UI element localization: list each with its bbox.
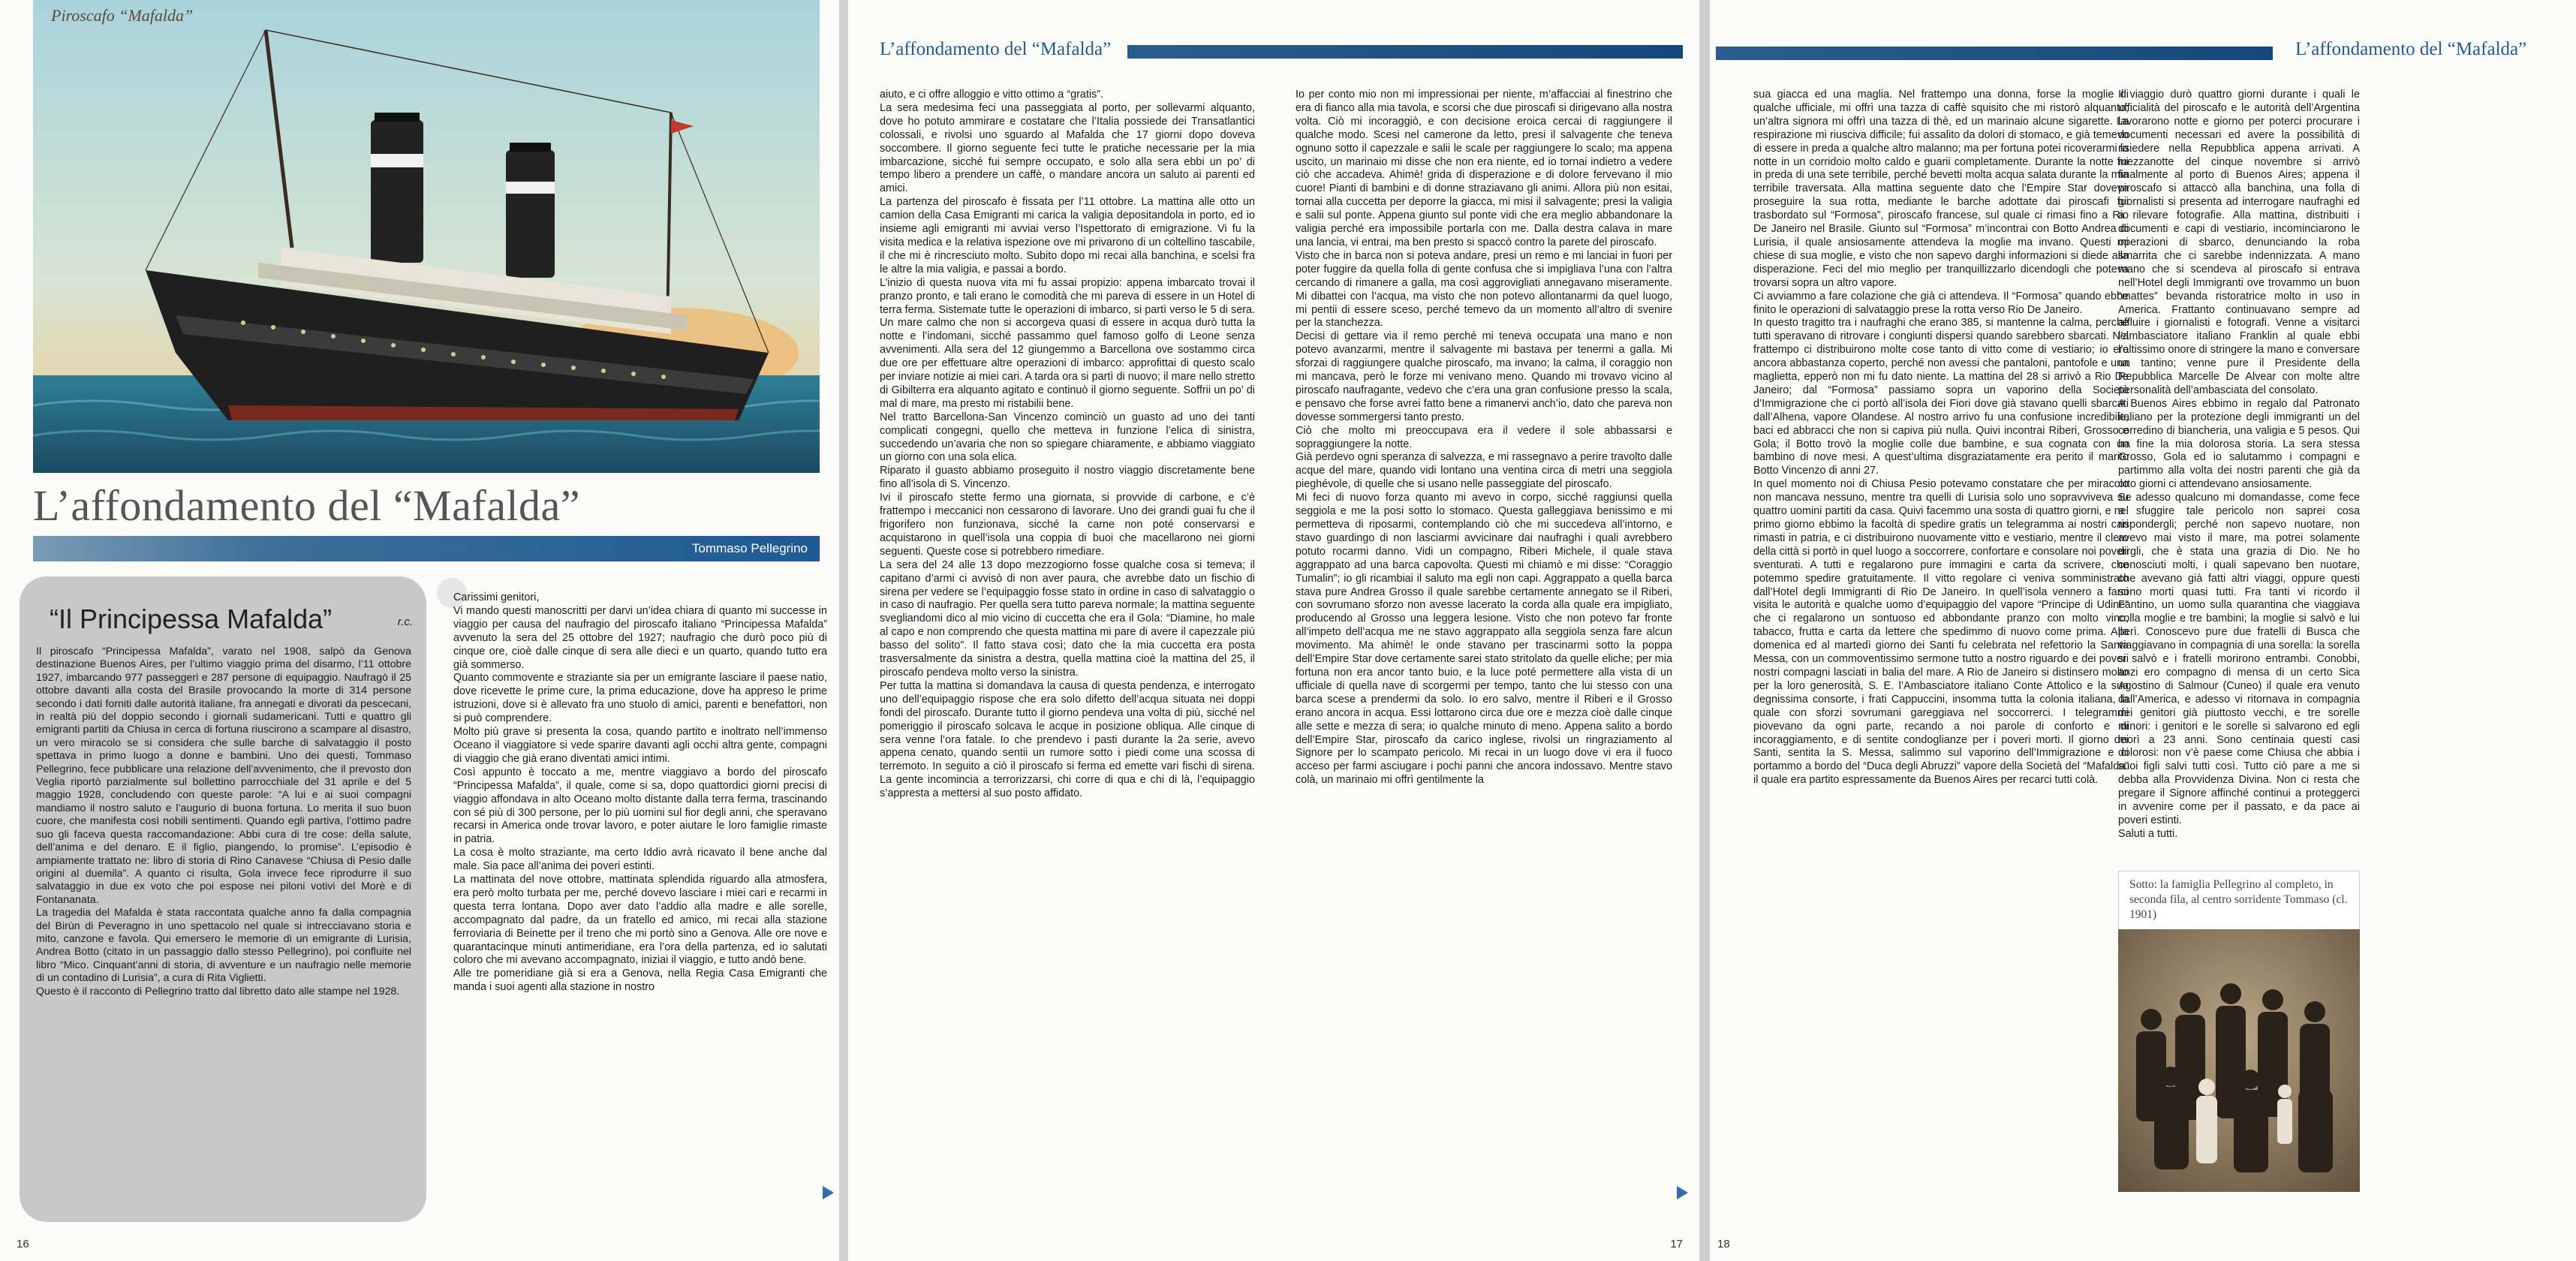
spread-gutter (839, 0, 848, 1261)
paragraph: La tragedia del Mafalda è stata raccontata qualche anno fa dalla compagnia del Birùn di Peveragno in uno spettacolo nel quale si intrecciavano storia e mito, canzone e favola. Qui emersero le memorie di un emigrante di Lurisia, Andrea Botto (citato in un passaggio dallo stesso Pellegrino), poi confluite nel libro “Mico. Cinquant’anni di storia, di avventure e un naufragio nelle memorie di un contadino di Lurisia”, a cura di Rita Viglietti. (36, 907, 411, 985)
paragraph: Il piroscafo “Principessa Mafalda”, varato nel 1908, salpò da Genova destinazione Buenos Aires, per l’ultimo viaggio prima del disarmo, l’11 ottobre 1927, imbarcando 977 passeggeri e 287 persone di equipaggio. Naufragò il 25 ottobre davanti alla costa del Brasile provocando la morte di 314 persone secondo i dati forniti dalle autorità italiane, fra annegati e divorati da pescecani, in realtà più del doppio secondo i giornali sudamericani. Tutti e quattro gli emigranti partiti da Chiusa in cerca di fortuna riuscirono a scampare al disastro, un vero miracolo se si considera che sulle barche di salvataggio il posto spettava in primo luogo a donne e bambini. Uno dei questi, Tommaso Pellegrino, fece pubblicare una relazione dell’avvenimento, che il prevosto don Veglia riportò parzialmente sul bollettino parrocchiale del 31 aprile e del 5 maggio 1928, concludendo con queste parole: “A lui e ai suoi compagni mandiamo il nostro saluto e l’augurio di buona fortuna. Lo merita il suo buon cuore, che manifesta così nobili sentimenti. Quando egli partiva, l’ottimo padre suo gli faceva questa raccomandazione: Abbi cura di tre cose: della salute, dell’anima e del denaro. E il figlio, piangendo, lo promise”. L’episodio è ampiamente trattato ne: libro di storia di Rino Canavese “Chiusa di Pesio dalle origini al duemila”. A quanto ci risulta, Gola invece fece riprodurre il suo salvataggio in due ex voto che poi espose nei piloni votivi del Morè e di Fontananata. (36, 646, 411, 906)
sidebar-signature: r.c. (397, 615, 413, 628)
photo-caption: Piroscafo “Mafalda” (51, 6, 194, 25)
paragraph: Ci avviammo a fare colazione che già ci attendeva. Il “Formosa” quando ebbe finito le operazioni di salvataggio prese la rotta verso Rio De Janeiro. (1753, 290, 2129, 316)
page-17 (848, 0, 1699, 1261)
column-2 (2118, 89, 2360, 854)
paragraph: Visto che in barca non si poteva andare, presi un remo e mi lanciai in fuori per poter fuggire da quella folla di gente confusa che si impigliava l’una con l’altra cercando di rimanere a galla, ma così aggrovigliati annegavano miseramente. Mi dibattei con l’acqua, ma visto che non potevo allontanarmi da quel luogo, mi pentii di essere sceso, perché temevo da un momento all’altro di svenire per la stanchezza. (1296, 249, 1672, 330)
paragraph: Questo è il racconto di Pellegrino tratto dal libretto dato alle stampe nel 1928. (36, 985, 400, 998)
header-bar (1127, 45, 1683, 59)
author-bar (33, 536, 820, 561)
paragraph: Nel tratto Barcellona-San Vincenzo cominciò un guasto ad uno dei tanti complicati congegni, quello che metteva in funzione l’elica di sinistra, succedendo un’avaria che non so spiegare chiaramente, e abbiamo viaggiato un giorno con una sola elica. (880, 411, 1255, 464)
paragraph: Alle tre pomeridiane già si era a Genova, nella Regia Casa Emigranti che manda i suoi agenti alla stazione in nostro (453, 968, 827, 994)
family-photo (2118, 929, 2360, 1192)
paragraph: Quanto commovente e straziante sia per un emigrante lasciare il paese natio, dove ricevette le prime cure, la prima educazione, dove ha appreso le prime istruzioni, dove si è allevato fra uno stuolo di amici, parenti e benefattori, non si può comprendere. (453, 672, 827, 725)
paragraph: aiuto, e ci offre alloggio e vitto ottimo a “gratis”. (880, 89, 1104, 101)
column-2 (1296, 89, 1672, 1207)
paragraph: Saluti a tutti. (2118, 827, 2178, 840)
paragraph: Io per conto mio non mi impressionai per niente, m’affacciai al finestrino che era di fianco alla mia tavola, e scorsi che due piroscafi si dirigevano alla nostra volta. Ciò mi incoraggiò, e con decisione eroica cercai di raggiungere il qualche modo. Scesi nel camerone da letto, presi il salvagente che teneva ognuno sotto il capezzale e salii le scale per raggiungere lo scalo; ma appena uscito, un marinaio mi disse che non era niente, ed io tornai indietro a vedere ciò che accadeva. Ahimè! grida di disperazione e di dolore fervevano il mio cuore! Pianti di bambini e di donne straziavano gli animi. Allora più non esitai, tornai alla cuccetta per deporre la giacca, mi misi il salvagente; presi la valigia e salii sul ponte. Appena giunto sul ponte vidi che era meglio abbandonare la valigia perché era impossibile portarla con me. Dalla destra calava in mare una lancia, vi entrai, ma ben presto si spaccò contro la parete del piroscafo. (1296, 89, 1672, 248)
running-header: L’affondamento del “Mafalda” (2295, 39, 2527, 59)
sidebar-box (20, 576, 426, 1222)
page-number: 16 (17, 1238, 29, 1250)
paragraph: Il viaggio durò quattro giorni durante i quali le ufficialità del piroscafo e le autorità dell’Argentina lavorarono notte e giorno per poterci procurare i documenti necessari ed avere la possibilità di risiedere nella Repubblica appena arrivati. A mezzanotte del cinque novembre si arrivò finalmente al porto di Buenos Aires; appena il piroscafo si attaccò alla banchina, una folla di giornalisti si presenta ad interrogare naufraghi ed a rilevare fotografie. Alla mattina, distribuiti i documenti e capi di vestiario, incominciarono le operazioni di sbarco, denunciando la roba smarrita che ci sarebbe indennizzata. A mano mano che si scendeva al piroscafo si entrava nell’Hotel degli Immigranti ove trovammo un buon “mattes” bevanda ristoratrice molto in uso in America. Frattanto continuavano sempre ad affluire i giornalisti e fotografi. Venne a visitarci l’ambasciatore italiano Franklin al quale ebbi l’altissimo onore di stringere la mano e conversare un tantino; venne pure il Presidente della Repubblica Marcelle De Alvear con molte altre personalità dell’ambasciata del consolato. (2118, 89, 2360, 396)
sidebar-text (36, 646, 411, 1216)
paragraph: La cosa è molto straziante, ma certo Iddio avrà ricavato il bene anche dal male. Sia pace all’anima dei poveri estinti. (453, 847, 827, 873)
sidebar-title: “Il Principessa Mafalda” (50, 603, 333, 634)
page-16 (0, 0, 839, 1261)
paragraph: Già perdevo ogni speranza di salvezza, e mi rassegnavo a perire travolto dalle acque del mare, quando vidi lontano una ventina circa di metri una seggiola pieghévole, di quelle che si usano nelle passeggiate del piroscafo. (1296, 451, 1672, 491)
column-1 (1753, 89, 2129, 1207)
paragraph: La partenza del piroscafo è fissata per l’11 ottobre. La mattina alle otto un camion della Casa Emigranti mi carica la valigia depositandola in porto, ed io insieme agli emigranti mi avviai verso l’Ispettorato di emigrazione. Vi fu la visita medica e la relativa ispezione ove mi privarono di un coltellino tascabile, il che mi è rincresciuto molto. Subito dopo mi recai alla banchina, e scelsi fra le altre la mia valigia, e passai a bordo. (880, 196, 1255, 275)
continue-arrow-icon (1677, 1186, 1688, 1199)
paragraph: Carissimi genitori, (453, 591, 540, 603)
paragraph: Vi mando questi manoscritti per darvi un’idea chiara di quanto mi successe in viaggio per causa del naufragio del piroscafo italiano “Principessa Mafalda” avvenuto la sera del 25 ottobre del 1927; naufragio che durò poco più di cinque ore, cioè dalle cinque di sera alle dieci e un quarto, quando tutto era già sommerso. (453, 604, 827, 671)
paragraph: Decisi di gettare via il remo perché mi teneva occupata una mano e non potevo avanzarmi, mentre il salvagente mi bastava per tenermi a galla. Mi sforzai di raggiungere qualche piroscafo, ma invano; la calma, il coraggio non mi mancava, però le forze mi venivano meno. Quando mi trovavo vicino al piroscafo naufragante, vedevo che c’era una gran confusione presso la scala, e pensavo che forse avrei fatto bene a rimanervi anch’io, dato che pareva non dovesse sommergersi tanto presto. (1296, 330, 1672, 423)
continue-arrow-icon (823, 1186, 834, 1199)
paragraph: Ivi il piroscafo stette fermo una giornata, si provvide di carbone, e c’è frattempo i meccanici non cessarono di lavorare. Uno dei grandi guai fu che il frigorifero non funzionava, sicché la carne non poté conservarsi e acquistarono in quell’isola una coppia di buoi che macellarono nei giorni seguenti. Queste cose si potrebbero rimediare. (880, 492, 1255, 558)
paragraph: In questo tragitto tra i naufraghi che erano 385, si mantenne la calma, perché tutti speravano di ritrovare i congiunti dispersi quando sarebbero sbarcati. Nel frattempo ci distribuirono molte cose tanto di vitto come di vestiario; io ero ancora abbastanza coperto, perché non avessi che pantaloni, pantofole e una maglietta, epperò non mi fu dato niente. La mattina del 28 si arrivò a Rio De Janeiro; dal “Formosa” passiamo sopra un vaporino della Società d’Immigrazione che ci portò all’isola dei Fiori dove già stavano quelli sbarcati dall’Alhena, vapore Olandese. Al nostro arrivo fu una confusione incredibile, baci ed abbracci che non si capiva più nulla. Quivi incontrai Riberi, Grosso e Gola; il Botto trovò la moglie colle due bambine, e sua cognata con un bambino di nove mesi. A quest’ultima disgraziatamente era perito il marito Botto Vincenzo di anni 27. (1753, 317, 2129, 477)
page-number: 18 (1717, 1238, 1730, 1250)
paragraph: Ciò che molto mi preoccupava era il vedere il sole abbassarsi e sopraggiungere la notte. (1296, 424, 1672, 450)
paragraph: Molto più grave si presenta la cosa, quando partito e inoltrato nell’immenso Oceano il viaggiatore si vede sparire davanti agli occhi altra gente, compagni di viaggio che già erano diventati amici intimi. (453, 726, 827, 765)
paragraph: Riparato il guasto abbiamo proseguito il nostro viaggio discretamente bene fino all’isola di S. Vincenzo. (880, 465, 1255, 491)
paragraph: Se adesso qualcuno mi domandasse, come fece a sfuggire tale pericolo non saprei cosa rispondergli; perché non sapevo nuotare, non avevo mai visto il mare, ma potrei solamente dirgli, che è stata una grazia di Dio. Ne ho conosciuti molti, i quali sapevano ben nuotare, che avevano già fatti altri viaggi, oppure questi sono morti quasi tutti. Fra tanti vi ricordo il Fantino, un uomo sulla quarantina che viaggiava colla moglie e tre bambini; la moglie si salvò e lui perì. Conoscevo pure due fratelli di Busca che viaggiavano in compagnia di una sorella: la sorella si salvò e i fratelli morirono entrambi. Conobbi, anzi ero compagno di mensa di un certo Sica Agostino di Salmour (Cuneo) il quale era venuto dall’America, e adesso vi ritornava in compagnia dei genitori già piuttosto vecchi, e tre sorelle minori: i genitori e le sorelle si salvarono ed egli morì a 23 anni. Sono centinaia questi casi dolorosi: non v’è paese come Chiusa che abbia i suoi figli salvi tutti così. Tutto ciò pare a me si debba alla Provvidenza Divina. Non ci resta che pregare il Signore affinché continui a proteggerci in avvenire come per il passato, e da pace ai poveri estinti. (2118, 492, 2360, 826)
author-name: Tommaso Pellegrino (691, 541, 808, 555)
spread-gutter (1699, 0, 1710, 1261)
family-photo-caption: Sotto: la famiglia Pellegrino al completo, in seconda fila, al centro sorridente Tommaso (cl. 1901) (2129, 878, 2348, 921)
paragraph: La sera del 24 alle 13 dopo mezzogiorno fosse qualche cosa si temeva; il capitano d’armi ci avvisò di non aver paura, che avrebbe dato un fischio di sirena per vedere se l’equipaggio fosse stato in ordine in caso di salvataggio o in caso di naufragio. Per quella sera tutto pareva normale; la mattina seguente svegliandomi dico al mio vicino di cuccetta che era il Gola: “Diamine, ho male al capo e non comprendo che questa mattina mi pare di avere il capezzale più basso del solito”. Il fatto stava così; dato che la mia cuccetta era posta trasversalmente da sinistra a destra, quella mattina cioè la mattina del 25, il piroscafo pendeva molto verso la sinistra. (880, 558, 1255, 679)
running-header: L’affondamento del “Mafalda” (880, 39, 1112, 59)
column-1 (880, 89, 1255, 1207)
paragraph: A Buenos Aires ebbimo in regalo dal Patronato italiano per la protezione degli immigranti un del corredino di biancheria, una valigia e 5 pesos. Qui ha fine la mia dolorosa storia. La sera stessa Grosso, Gola ed io salutammo i compagni e partimmo alla volta dei nostri parenti che già da otto giorni ci attendevano ansiosamente. (2118, 397, 2360, 491)
article-title: L’affondamento del “Mafalda” (33, 481, 581, 530)
paragraph: Così appunto è toccato a me, mentre viaggiavo a bordo del piroscafo “Principessa Mafalda”, il quale, come si sa, dopo quattordici giorni precisi di viaggio affondava in alto Oceano molto distante dalla terra ferma, trascinando con sé più di 300 persone, per lo più uomini sul fior degli anni, che speravano recarsi in America onde trovar lavoro, e poter aiutare le loro famiglie rimaste in patria. (453, 766, 827, 846)
photo-caption-box (2118, 871, 2360, 931)
ship-postcard-image (33, 0, 820, 473)
paragraph: La sera medesima feci una passeggiata al porto, per sollevarmi alquanto, dove ho potuto ammirare e costatare che l’Italia possiede dei Transatlantici colossali, e rivolsi uno sguardo al Mafalda che 17 giorni dopo doveva soccombere. Il giorno seguente feci tutte le pratiche necessarie per la mia imbarcazione, sicché fui sempre occupato, e solo alla sera ebbi un po’ di tempo libero a prendere un caffè, o mandare ancora un saluto ai parenti ed amici. (880, 101, 1255, 195)
paragraph: sua giacca ed una maglia. Nel frattempo una donna, forse la moglie di qualche ufficiale, mi offrì una tazza di caffè squisito che mi ristorò alquanto; un’altra signora mi offrì una tazza di thè, ed un marinaio alcune sigarette. La respirazione mi riusciva difficile; fui assalito da dolori di stomaco, e già temevo di essere in preda a qualche altro malanno; ma per fortuna potei ricoverarmi la notte in un corridoio molto caldo e guarii completamente. Durante la notte fui in preda di una sete terribile, perché bevetti molta acqua salata durante la mia terribile traversata. Alla mattina seguente dato che l’Empire Star doveva proseguire la sua rotta, mediante le barche adottate dai piroscafi fui trasbordato sul “Formosa”, piroscafo francese, sul quale ci rimasi fino a Rio De Janeiro nel Brasile. Giunto sul “Formosa” m’incontrai con Botto Andrea di Lurisia, il quale ansiosamente attendeva la moglie ma invano. Questi mi chiese di sua moglie, e visto che non sapevo darghi informazioni si diede alla disperazione. Feci del mio meglio per tranquillizzarlo dicendogli che poteva trovarsi sopra un altro vapore. (1753, 89, 2129, 289)
paragraph: Mi feci di nuovo forza quanto mi avevo in corpo, sicché raggiunsi quella seggiola e me la posi sotto lo stomaco. Questa galleggiava benissimo e mi permetteva di riposarmi, contemplando ciò che mi succedeva all’intorno, e stavo guardingo di non lasciarmi avvicinare dai naufraghi i quali avrebbero potuto rocarmi danno. Vidi un compagno, Riberi Michele, il quale stava aggrappato ad una barca capovolta. Questi mi chiamò e mi disse: “Coraggio Tumalin”; io gli ricambiai il saluto ma egli non capi. Aggrappato a quella barca stava pure Andrea Grosso il quale sarebbe certamente annegato se il Riberi, con sovrumano sforzo non avesse lacerato la corda alla quale era impigliato, producendo al Grosso una leggera lesione. Visto che non potevo far fronte all’impeto dell’acqua me ne stavo aggrappato alla seggiola senza fare alcun movimento. Ma ahimè! le onde stavano per trascinarmi sotto la poppa dell’Empire Star dove certamente sarei stato stritolato da quelle eliche; per mia fortuna non era ancor tanto buio, e la luce poté permettere alla vista di un ufficiale di quella nave di scorgermi per tempo, tanto che lui stesso con una barca scese a prendermi da solo. Io ero salvo, mentre il Riberi e il Grosso erano ancora in acqua. Essi lottarono circa due ore e mezza cioè dalle cinque alle sette e mezza di sera; io qualche minuto di meno. Appena salito a bordo dell’Empire Star, piroscafo da carico inglese, rivolsi un ringraziamento al Signore per lo scampato pericolo. Mi recai in un luogo dove vi era il fuoco acceso per farmi asciugare i pochi panni che ancora indossavo. Mentre stavo colà, un marinaio mi offrì gentilmente la (1296, 492, 1672, 787)
header-bar (1716, 47, 2273, 60)
paragraph: In quel momento noi di Chiusa Pesio potevamo constatare che per miracolo non mancava nessuno, mentre tra quelli di Lurisia solo uno sopravviveva su quattro uomini partiti da casa. Quivi facemmo una sosta di quattro giorni, e nel primo giorno ebbimo la facoltà di spedire gratis un telegramma ai nostri cari rimasti in patria, e ci distribuirono nuovamente vitto e vestiario, mentre il clero della città si portò in quel luogo a soccorrere, confortare e consolare noi poveri sventurati. A tutti e regalarono pure immagini e carta da scrivere, che potemmo spedire gratuitamente. Il vitto regolare ci veniva somministrato dall’Hotel degli Immigranti di Rio De Janeiro. In quell’isola vennero a farci visita le autorità e qualche uomo d’equipaggio del vapore “Principe di Udine” che ci regalarono un sontuoso ed abbondante pranzo con molto vino, tabacco, frutta e carta da lettere che spedimmo di nuovo come prima. Alla domenica ed al martedì giorno dei Santi fu celebrata nel refettorio la Santa Messa, con un commoventissimo sermone tutto a nostro riguardo e dei poveri nostri compagni lasciati in balia del mare. A Rio de Janeiro si distinsero molto per la loro generosità, S. E. l’Ambasciatore italiano Conte Attolico e la sua degnissima consorte, i frati Cappuccini, insomma tutta la colonia italiana, la quale con sforzi sovrumani gareggiava nel soccorrerci. I telegrammi piovevano da ogni parte, recando a noi parole di conforto e di incoraggiamento, e di sentite condoglianze per i poveri morti. Il giorno dei Santi, sentita la S. Messa, salimmo sul vaporino dell’Immigrazione e ci portammo a bordo del “Duca degli Abruzzi” vapore della Società del “Mafalda” il quale era partito espressamente da Buenos Aires per recarci tutti colà. (1753, 478, 2129, 787)
paragraph: La mattinata del nove ottobre, mattinata splendida riguardo alla atmosfera, era però molto turbata per me, perché dovevo lasciare i miei cari e recarmi in questa terra lontana. Dopo aver dato l’addio alla madre e alle sorelle, accompagnato dal padre, da un fratello ed amico, mi recai alla stazione ferroviaria di Beinette per il treno che mi portò sino a Genova. Alle ore nove e quarantacinque minuti antimeridiane, era l’ora della partenza, ed io salutati coloro che mi avevano accompagnato, iniziai il viaggio, e tutto andò bene. (453, 874, 827, 967)
paragraph: Per tutta la mattina si domandava la causa di questa pendenza, e interrogato uno dell’equipaggio rispose che era solo difetto dell’acqua situata nei doppi fondi del piroscafo. Durante tutto il giorno pendeva una volta di più, sicché nel pomeriggio il piroscafo solcava le acque in posizione obliqua. Alle cinque di sera venne l’ora fatale. Io che prendevo i pasti durante la 2a serie, avevo appena cenato, quando sentii un rumore sotto i piedi come una scossa di terremoto. In seguito a ciò il piroscafo si ferma ed emette vari fischi di sirena. La gente incomincia a terrorizzarsi, chi corre di qua e chi di là, l’equipaggio s’appresta a mettersi al suo posto affidato. (880, 679, 1255, 800)
letter-column (453, 591, 827, 1237)
paragraph: L’inizio di questa nuova vita mi fu assai propizio: appena imbarcato trovai il pranzo pronto, e tali erano le comodità che mi pareva di essere in un Hotel di terra ferma. Sistemate tutte le operazioni di imbarco, si partì verso le 5 di sera. Un mare calmo che non si accorgeva quasi di essere in acqua durò tutta la notte e l’indomani, sicché passammo quel famoso golfo di Leone senza avvenimenti. Alla sera del 12 giungemmo a Barcellona ove sostammo circa due ore per effettuare altre operazioni di imbarco: approfittai di questo scalo per inviare notizie ai miei cari. A tarda ora si partì di nuovo; il mare nello stretto di Gibilterra era alquanto agitato e continuò il giorno seguente. Soffrii un po’ di mal di mare, ma presto mi ristabilii bene. (880, 276, 1255, 410)
page-number: 17 (1670, 1238, 1683, 1250)
